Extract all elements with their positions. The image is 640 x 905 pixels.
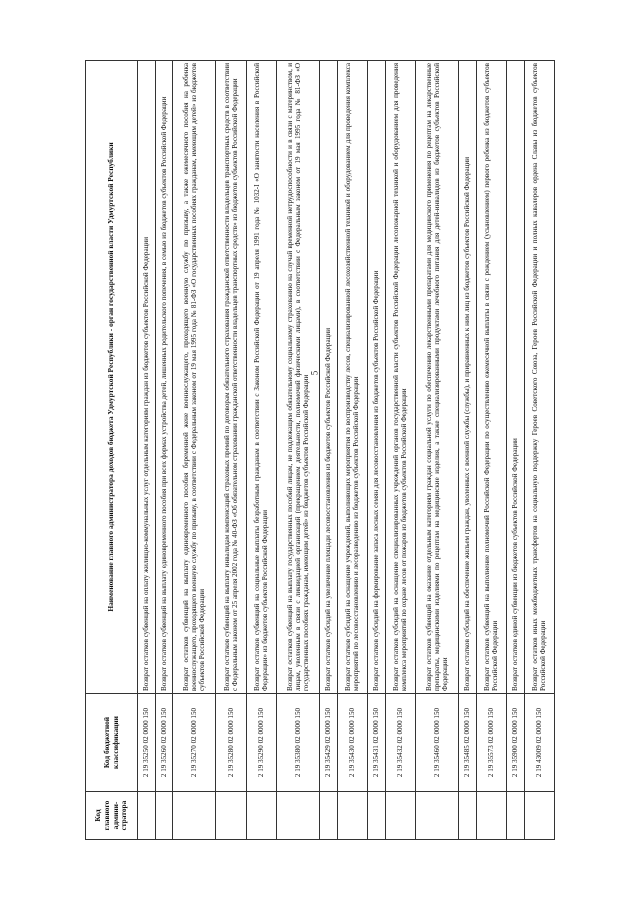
table-row	[337, 61, 367, 840]
admin-code-cell	[385, 792, 415, 840]
budget-code-cell: 2 19 35432 02 0000 150	[385, 694, 415, 792]
description-cell: Возврат остатков субвенций на выплату единовременного пособия при всех формах устройства детей, лишенных родительского попечения, в семью из бюджетов субъектов Российской Федерации	[155, 61, 173, 694]
admin-code-cell	[216, 792, 246, 840]
admin-code-cell	[476, 792, 506, 840]
description-cell: Возврат остатков субвенций на выполнение полномочий Российской Федерации по осуществлению ежемесячной выплаты в связи с рождением (усыновлением) первого ребенка из бюджетов субъектов Российской Федерации	[476, 61, 506, 694]
table-row	[368, 61, 386, 840]
description-cell: Возврат остатков субвенций на выплату инвалидам компенсаций страховых премий по договорам обязательного страхования гражданской ответственности владельцев транспортных средств в соответствии с Федеральным законом от 25 апреля 2002 года № 40-ФЗ «Об обязательном страховании гражданской ответственности владельцев транспортных средств» из бюджетов субъектов Российской Федерации	[216, 61, 246, 694]
table-row	[173, 61, 216, 840]
admin-code-cell	[138, 792, 156, 840]
budget-code-cell: 2 19 35485 02 0000 150	[459, 694, 477, 792]
table-row	[524, 61, 555, 840]
admin-code-cell	[173, 792, 216, 840]
table-header-row	[86, 61, 138, 840]
table-row	[276, 61, 319, 840]
admin-code-cell	[276, 792, 319, 840]
budget-code-cell: 2 19 35250 02 0000 150	[138, 694, 156, 792]
admin-code-cell	[320, 792, 338, 840]
table-row	[138, 61, 156, 840]
admin-code-cell	[415, 792, 458, 840]
revenue-administrators-table	[85, 60, 555, 840]
budget-code-cell: 2 19 43009 02 0000 150	[524, 694, 555, 792]
budget-code-cell: 2 19 35280 02 0000 150	[216, 694, 246, 792]
budget-code-cell: 2 19 35573 02 0000 150	[476, 694, 506, 792]
budget-code-cell: 2 19 35900 02 0000 150	[506, 694, 524, 792]
table-row	[459, 61, 477, 840]
table-row	[415, 61, 458, 840]
table-row	[246, 61, 276, 840]
admin-code-cell	[337, 792, 367, 840]
description-cell: Возврат остатков субвенций на оказание отдельным категориям граждан социальной услуги по обеспечению лекарственными препаратами для медицинского применения по рецептам на лекарственные препараты, медицинскими изделиями по рецептам на медицинские изделия, а также специализированными продуктами лечебного питания для детей-инвалидов из бюджетов субъектов Российской Федерации	[415, 61, 458, 694]
description-cell: Возврат остатков субвенций на выплату государственных пособий лицам, не подлежащим обязательному социальному страхованию на случай временной нетрудоспособности и в связи с материнством, и лицам, уволенным в связи с ликвидацией организаций (прекращением деятельности, полномочий физическими лицами), в соответствии с Федеральным законом от 19 мая 1995 года № 81-ФЗ «О государственных пособиях гражданам, имеющим детей» из бюджетов субъектов Российской Федерации	[276, 61, 319, 694]
table-row	[320, 61, 338, 840]
budget-code-cell: 2 19 35429 02 0000 150	[320, 694, 338, 792]
table-row	[476, 61, 506, 840]
description-cell: Возврат остатков субсидий на увеличение площади лесовосстановления из бюджетов субъектов Российской Федерации	[320, 61, 338, 694]
budget-code-cell: 2 19 35430 02 0000 150	[337, 694, 367, 792]
admin-code-cell	[459, 792, 477, 840]
header-admin-code: Код главного админи-стратора	[86, 792, 138, 840]
description-cell: Возврат остатков субсидий на обеспечение жильем граждан, уволенных с военной службы (службы), и приравненных к ним лиц из бюджетов субъектов Российской Федерации	[459, 61, 477, 694]
admin-code-cell	[246, 792, 276, 840]
table-row	[385, 61, 415, 840]
budget-code-cell: 2 19 35431 02 0000 150	[368, 694, 386, 792]
admin-code-cell	[155, 792, 173, 840]
description-cell: Возврат остатков субсидий на формирование запаса лесных семян для лесовосстановления из бюджетов субъектов Российской Федерации	[368, 61, 386, 694]
admin-code-cell	[368, 792, 386, 840]
description-cell: Возврат остатков единой субвенции из бюджетов субъектов Российской Федерации	[506, 61, 524, 694]
description-cell: Возврат остатков субвенций на выплату единовременного пособия беременной жене военнослужащего, проходящего военную службу по призыву, а также ежемесячного пособия на ребенка военнослужащего, проходящего военную службу по призыву, в соответствии с Федеральным законом от 19 мая 1995 года № 81-ФЗ «О государственных пособиях гражданам, имеющим детей» из бюджетов субъектов Российской Федерации	[173, 61, 216, 694]
table-row	[506, 61, 524, 840]
description-cell: Возврат остатков субсидий на оснащение специализированных учреждений органов государственной власти субъектов Российской Федерации лесопожарной техникой и оборудованием для проведения комплекса мероприятий по охране лесов от пожаров из бюджетов субъектов Российской Федерации	[385, 61, 415, 694]
header-budget-code: Код бюджетной классификации	[86, 694, 138, 792]
table-row	[216, 61, 246, 840]
admin-code-cell	[524, 792, 555, 840]
description-cell: Возврат остатков субвенций на социальные выплаты безработным гражданам в соответствии с Законом Российской Федерации от 19 апреля 1991 года № 1032-I «О занятости населения в Российской Федерации» из бюджетов субъектов Российской Федерации	[246, 61, 276, 694]
budget-code-cell: 2 19 35260 02 0000 150	[155, 694, 173, 792]
admin-code-cell	[506, 792, 524, 840]
description-cell: Возврат остатков иных межбюджетных трансфертов на социальную поддержку Героев Советского Союза, Героев Российской Федерации и полных кавалеров ордена Славы из бюджетов субъектов Российской Федерации	[524, 61, 555, 694]
budget-code-cell: 2 19 35380 02 0000 150	[276, 694, 319, 792]
budget-code-cell: 2 19 35290 02 0000 150	[246, 694, 276, 792]
description-cell: Возврат остатков субсидий на оснащение учреждений, выполняющих мероприятия по воспроизводству лесов, специализированной лесохозяйственной техникой и оборудованием для проведения комплекса мероприятий по лесовосстановлению и лесоразведению из бюджетов субъектов Российской Федерации	[337, 61, 367, 694]
description-cell: Возврат остатков субвенций на оплату жилищно-коммунальных услуг отдельным категориям граждан из бюджетов субъектов Российской Федерации	[138, 61, 156, 694]
page-number: 5	[309, 370, 320, 376]
header-administrator-name: Наименование главного администратора доходов бюджета Удмуртской Республики - орган государственной власти Удмуртской Республики	[86, 61, 138, 694]
budget-code-cell: 2 19 35270 02 0000 150	[173, 694, 216, 792]
rotated-page-content	[85, 60, 555, 840]
budget-code-cell: 2 19 35460 02 0000 150	[415, 694, 458, 792]
table-row	[155, 61, 173, 840]
